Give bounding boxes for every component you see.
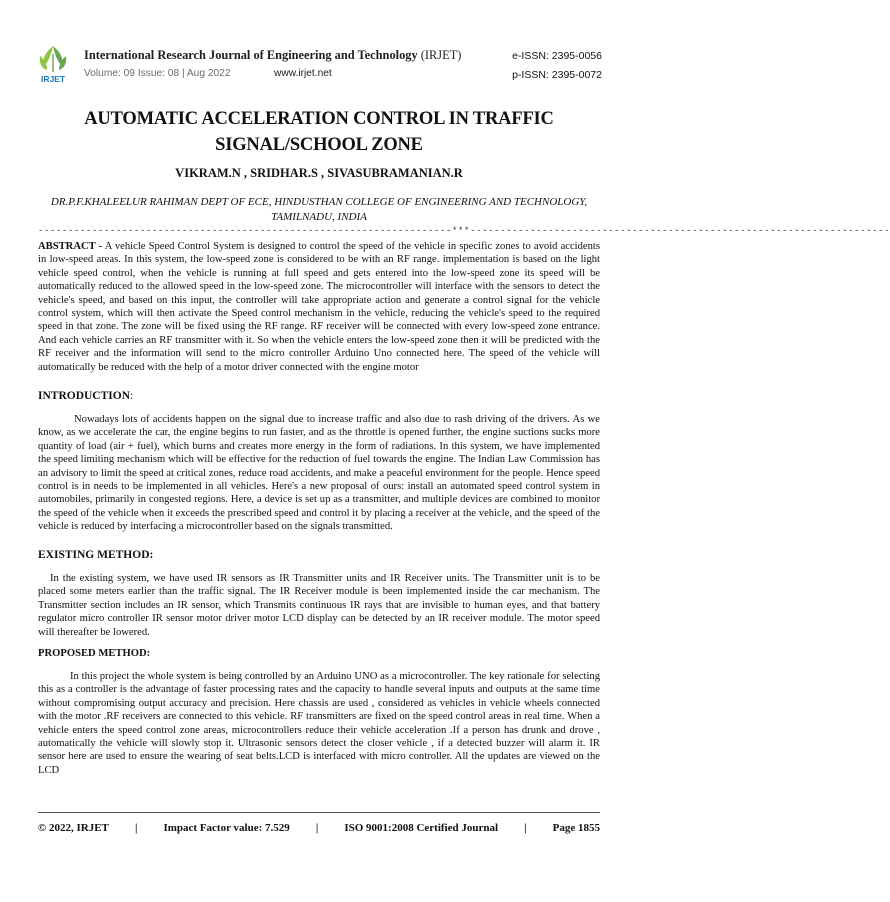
abstract <box>38 240 600 374</box>
paper-authors: VIKRAM.N , SRIDHAR.S , SIVASUBRAMANIAN.R <box>175 166 463 180</box>
section-separator: ---------------------------------------------------------------------***---------------------------------------------------------------------- <box>38 226 890 236</box>
page-footer <box>38 822 600 834</box>
abstract-label: ABSTRACT - <box>38 241 103 252</box>
paper-title: AUTOMATIC ACCELERATION CONTROL IN TRAFFIC SIGNAL/SCHOOL ZONE <box>84 109 554 155</box>
introduction-text: Nowadays lots of accidents happen on the signal due to increase traffic and also due to rash driving of the drivers. As we know, as we accelerate the car, the engine begins to run faster, and as the throttle is opened further, the engine suctions sucks more quantity of load (air + fuel), which burns and creates more energy in the form of radiations. In this system, we have implemented the speed limiting mechanism which will be effective for the reduction of fuel towards the engine. The Indian Law Commission has an advisory to limit the speed at critical zones, reduce road accidents, and make a peaceful environment for the people. Hence speed control is in needs to be implemented in all vehicles. Here's a new proposal of ours: install an automated speed control system in automobiles, primarily in congested regions. Here, a device is set up as a transmitter, and multiple devices are combined to monitor the speed of the vehicle when it exceeds the prescribed speed and control it by placing a receiver at the vehicle, and the speed of the vehicle is reduced by interfacing a microcontroller based on the signals transmitted. <box>38 414 600 533</box>
journal-abbreviation: (IRJET) <box>420 48 462 62</box>
footer-page-number: Page 1855 <box>552 822 600 834</box>
footer-separator: | <box>524 822 527 834</box>
footer-iso: ISO 9001:2008 Certified Journal <box>344 822 499 834</box>
introduction-heading: INTRODUCTION: <box>38 390 134 402</box>
proposed-method-text: In this project the whole system is being controlled by an Arduino UNO as a microcontroller. The key rationale for selecting this as a controller is the advantage of faster processing rates and the capacity to handle several inputs and outputs at the same time without compromising output accuracy and precision. Here chassis are used , considered as vehicles in vehicle wheels connected with the motor .RF receivers are connected to this vehicle. RF transmitters are fixed on the speed control areas in real time. When a vehicle enters the speed control zone areas, microcontrollers reduce their vehicle acceleration .If a person has drunk and drove , automatically the vehicle will slowly stop it. Ultrasonic sensors detect the closer vehicle , if a detected buzzer will alarm it. IR sensor here are used to ensure the wearing of seat belts.LCD is interfaced with micro controller. All the updates are viewed on the LCD <box>38 671 600 776</box>
proposed-method-heading: PROPOSED METHOD: <box>38 648 151 659</box>
author-affiliation: DR.P.F.KHALEELUR RAHIMAN DEPT OF ECE, HINDUSTHAN COLLEGE OF ENGINEERING AND TECHNOLOGY, TAMILNADU, INDIA <box>50 196 588 223</box>
footer-separator: | <box>315 822 319 834</box>
footer-divider <box>38 812 600 813</box>
leaf-logo-icon <box>36 44 70 84</box>
existing-method-text: In the existing system, we have used IR sensors as IR Transmitter units and IR Receiver units. The Transmitter unit is to be placed some meters earlier than the traffic signal. The IR Receiver module is been implemented inside the car mechanism. The Transmitter section includes an IR sensor, which Transmits continuous IR rays that are invisible to human eyes, and that battery regulator micro controller IR sensor motor driver motor LCD display can be detected by an IR receiver module. The motor speed will thereafter be lowered. <box>38 573 600 638</box>
footer-copyright: © 2022, IRJET <box>38 822 109 834</box>
journal-name: International Research Journal of Engineering and Technology (IRJET) <box>84 48 462 62</box>
journal-header <box>36 44 602 84</box>
p-issn: p-ISSN: 2395-0072 <box>512 69 602 81</box>
journal-website: www.irjet.net <box>274 68 332 79</box>
abstract-text: A vehicle Speed Control System is designed to control the speed of the vehicle in specific zones to avoid accidents in low-speed areas. In this system, the low-speed zone is considered to be with an RF range. implementation is based on the light vehicle speed control, when the vehicle is running at full speed and gets entered into the low-speed zone its speed will be automatically reduced to the allowed speed in the low-speed zone. The microcontroller will interface with the sensors to detect the vehicle's speed, and based on this input, the controller will take appropriate action and generate a control signal for the vehicle control system, which will then activate the Speed control mechanism in the vehicle, reducing the vehicle's speed to the required speed in that zone. The zone will be fixed using the RF range. RF receiver will be connected with every low-speed zone entrance. And each vehicle carries an RF transmitter with it. So when the vehicle enters the low-speed zone then it will be predicted with the RF receiver and the information will send to the micro controller Arduino Uno connected here. The speed of the vehicle will automatically be reduced with the help of a motor driver connected with the engine motor <box>38 241 600 373</box>
footer-impact-factor: Impact Factor value: 7.529 <box>163 822 290 834</box>
logo-wordmark: IRJET <box>40 74 66 84</box>
volume-info: Volume: 09 Issue: 08 | Aug 2022 <box>84 68 231 79</box>
e-issn: e-ISSN: 2395-0056 <box>512 50 602 62</box>
existing-method-heading: EXISTING METHOD: <box>38 549 154 561</box>
footer-separator: | <box>134 822 138 834</box>
